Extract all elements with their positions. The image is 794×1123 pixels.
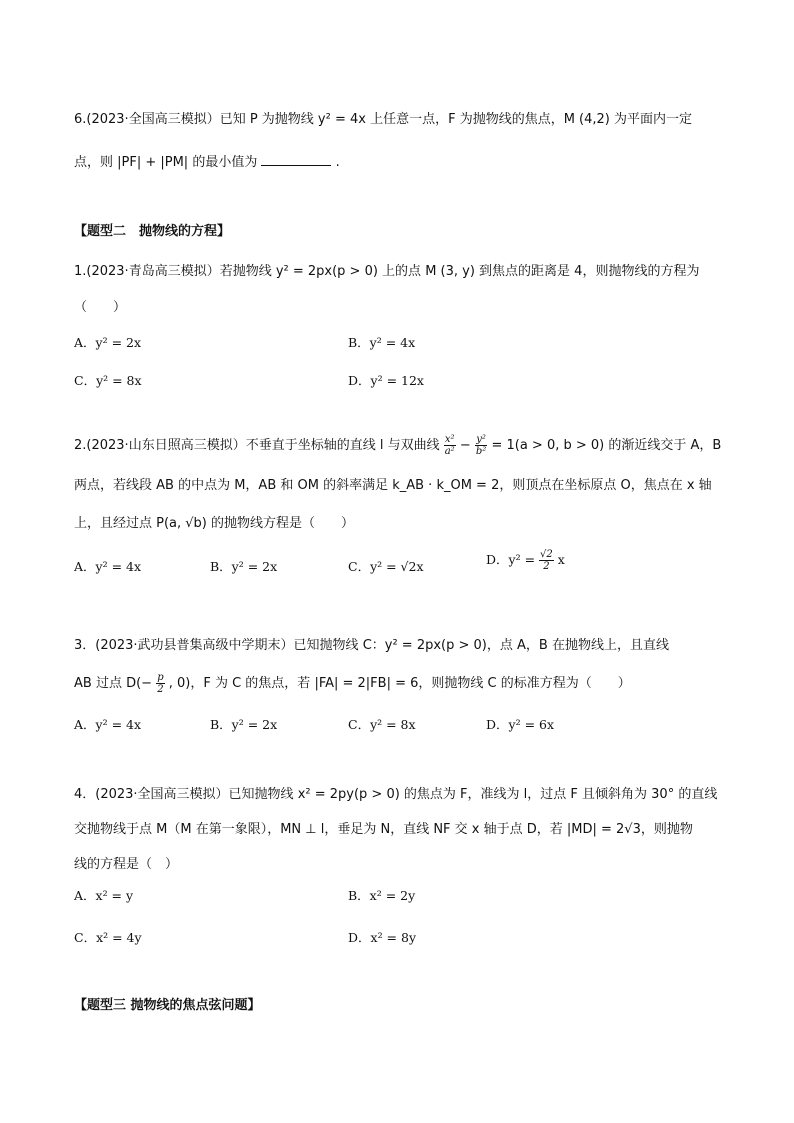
q2-line1-text: 2.(2023·山东日照高三模拟）不垂直于坐标轴的直线 l 与双曲线 [74,438,440,453]
q6-line1: 6.(2023·全国高三模拟）已知 P 为抛物线 y² = 4x 上任意一点，F 为抛物线的焦点，M (4,2) 为平面内一定 [74,112,692,127]
section-title-2: 【题型二 抛物线的方程】 [74,224,231,239]
q1-line1: 1.(2023·青岛高三模拟）若抛物线 y² = 2px(p > 0) 上的点 M (3, y) 到焦点的距离是 4，则抛物线的方程为 [74,264,700,279]
q2-option-a[interactable]: A．y² = 4x [74,559,142,574]
q2-frac-y [475,434,487,457]
q3-line1: 3．(2023·武功县普集高级中学期末）已知抛物线 C：y² = 2px(p > 0)，点 A，B 在抛物线上，且直线 [74,638,669,653]
q2-frac-y-num: y² [476,434,486,445]
q4-option-c[interactable]: C．x² = 4y [74,930,142,945]
q4-option-a[interactable]: A．x² = y [74,888,134,903]
q2-line1 [74,434,721,457]
q1-option-b[interactable]: B．y² = 4x [348,335,416,350]
q3-option-b[interactable]: B．y² = 2x [210,717,278,732]
q1-option-d[interactable]: D．y² = 12x [348,373,424,388]
q3-line2 [74,672,631,695]
q4-option-b[interactable]: B．x² = 2y [348,888,416,903]
answer-blank[interactable] [261,164,331,166]
q3-frac [156,672,164,695]
q2-frac-x-num: x² [444,434,455,445]
q2-option-d-tail: x [557,552,565,567]
q1-option-c[interactable]: C．y² = 8x [74,373,142,388]
q6-line2-text: 点，则 |PF| + |PM| 的最小值为 [74,155,258,170]
q2-minus: − [459,438,471,453]
q1-line2: （ ） [74,300,127,315]
q3-option-c[interactable]: C．y² = 8x [348,717,416,732]
q4-option-d[interactable]: D．x² = 8y [348,930,417,945]
q2-frac-x [444,434,456,457]
q2-option-d-den: 2 [543,561,550,572]
q3-line2-tail: , 0)，F 为 C 的焦点，若 |FA| = 2|FB| = 6，则抛物线 C 的标准方程为（ ） [168,676,631,691]
q4-line2: 交抛物线于点 M（M 在第一象限），MN ⊥ l，垂足为 N，直线 NF 交 x 轴于点 D，若 |MD| = 2√3，则抛物 [74,822,693,837]
q2-line1-tail: = 1(a > 0, b > 0) 的渐近线交于 A，B [491,438,722,453]
q2-line2: 两点，若线段 AB 的中点为 M，AB 和 OM 的斜率满足 k_AB · k_OM = 2，则顶点在坐标原点 O，焦点在 x 轴 [74,478,712,493]
q4-line3: 线的方程是（ ） [74,857,179,872]
q3-frac-num: p [157,672,164,683]
q6-line2-end: . [335,155,340,170]
q2-line3: 上，且经过点 P(a, √b) 的抛物线方程是（ ） [74,516,355,531]
q3-option-d[interactable]: D．y² = 6x [486,717,555,732]
q2-option-d-num: √2 [540,549,553,560]
q1-option-a[interactable]: A．y² = 2x [74,335,142,350]
q2-option-c[interactable]: C．y² = √2x [348,559,424,574]
q2-option-d-label: D．y² = [486,552,540,567]
q2-frac-y-den: b² [475,446,487,457]
section-title-3: 【题型三 抛物线的焦点弦问题】 [74,998,261,1013]
q3-frac-den: 2 [157,684,164,695]
q6-line2 [74,151,340,170]
q2-option-d-frac [539,549,554,572]
q2-option-b[interactable]: B．y² = 2x [210,559,278,574]
q3-line2-text: AB 过点 D(− [74,676,153,691]
q2-frac-x-den: a² [444,446,455,457]
q2-option-d[interactable] [486,549,565,572]
q3-option-a[interactable]: A．y² = 4x [74,717,142,732]
q4-line1: 4．(2023·全国高三模拟）已知抛物线 x² = 2py(p > 0) 的焦点为 F，准线为 l，过点 F 且倾斜角为 30° 的直线 [74,787,718,802]
